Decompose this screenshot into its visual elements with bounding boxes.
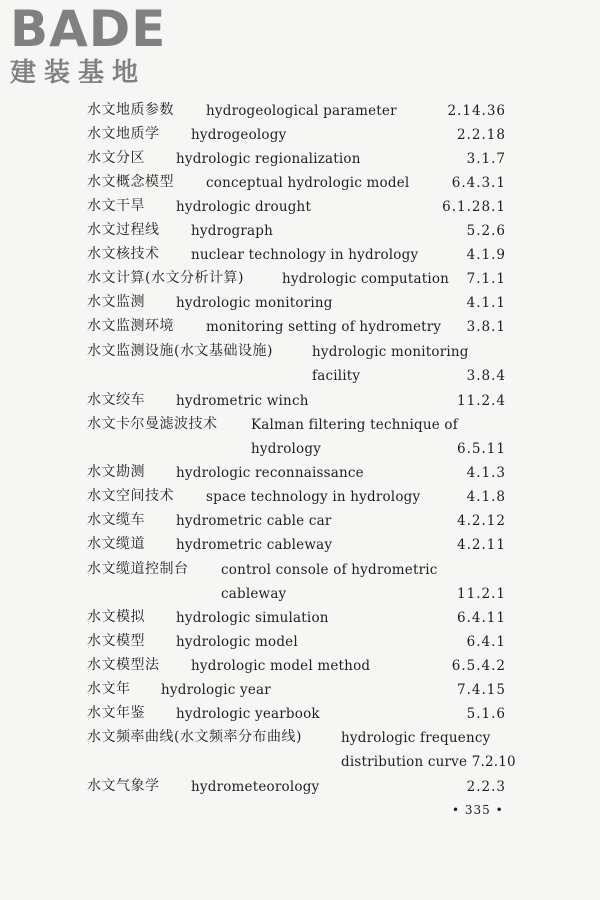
entry-section-number: 4.1.8 (466, 489, 506, 505)
entry-section-number: 3.8.1 (466, 319, 506, 335)
glossary-entry (0, 292, 600, 314)
entry-chinese-term: 水文概念模型 (87, 174, 174, 190)
entry-section-number: 3.1.7 (466, 151, 506, 167)
glossary-entry (0, 486, 600, 508)
entry-chinese-term: 水文分区 (87, 150, 145, 166)
entry-english-term: hydrologic regionalization (176, 151, 361, 167)
entry-section-number: 7.1.1 (466, 271, 506, 287)
entry-chinese-term: 水文监测 (87, 294, 145, 310)
entry-section-number: 7.4.15 (457, 682, 506, 698)
entry-chinese-term: 水文地质参数 (87, 102, 174, 118)
logo-wordmark: BADE (10, 0, 167, 58)
glossary-entry (0, 341, 600, 384)
entry-chinese-term: 水文气象学 (87, 778, 160, 794)
entry-english-term: hydrologic monitoring (312, 344, 469, 360)
entry-section-number: 4.2.11 (457, 537, 506, 553)
glossary-entry (0, 390, 600, 412)
entry-english-term: hydrologic model (176, 634, 298, 650)
entry-chinese-term: 水文缆道控制台 (87, 561, 189, 577)
entry-section-number: 6.4.11 (457, 610, 506, 626)
glossary-entry (0, 510, 600, 532)
entry-english-term-continued: distribution curve 7.2.10 (341, 754, 516, 770)
glossary-entry (0, 172, 600, 194)
entry-section-number: 5.2.6 (466, 223, 506, 239)
glossary-entry (0, 196, 600, 218)
entry-chinese-term: 水文过程线 (87, 222, 160, 238)
entry-chinese-term: 水文计算(水文分析计算) (87, 270, 244, 286)
glossary-entry (0, 124, 600, 146)
entry-english-term: hydrogeological parameter (206, 103, 397, 119)
entry-section-number: 6.4.3.1 (451, 175, 506, 191)
entry-chinese-term: 水文监测环境 (87, 318, 174, 334)
entry-english-term: Kalman filtering technique of (251, 417, 458, 433)
entry-english-term: hydrologic simulation (176, 610, 329, 626)
entry-chinese-term: 水文空间技术 (87, 488, 174, 504)
glossary-entry (0, 462, 600, 484)
entry-section-number: 4.2.12 (457, 513, 506, 529)
logo-subtitle: 建装基地 (10, 58, 147, 88)
glossary-entry (0, 268, 600, 290)
entry-section-number: 6.4.1 (466, 634, 506, 650)
glossary-entry (0, 679, 600, 701)
entry-english-term: hydrologic yearbook (176, 706, 320, 722)
glossary-entry (0, 703, 600, 725)
glossary-entry (0, 244, 600, 266)
entry-chinese-term: 水文卡尔曼滤波技术 (87, 416, 218, 432)
glossary-entry (0, 607, 600, 629)
entry-english-term: hydrograph (191, 223, 274, 239)
glossary-entry (0, 631, 600, 653)
entry-section-number: 3.8.4 (466, 368, 506, 384)
entry-english-term-continued: hydrology (251, 441, 322, 457)
glossary-entry (0, 727, 600, 770)
entry-chinese-term: 水文干旱 (87, 198, 145, 214)
entry-chinese-term: 水文模型 (87, 633, 145, 649)
entry-english-term-continued: cableway (221, 586, 287, 602)
glossary-entry (0, 776, 600, 798)
entry-section-number: 2.14.36 (447, 103, 506, 119)
page-number: • 335 • (452, 803, 504, 817)
entry-section-number: 5.1.6 (466, 706, 506, 722)
glossary-entry (0, 559, 600, 602)
entry-english-term: space technology in hydrology (206, 489, 421, 505)
entry-section-number: 6.1.28.1 (442, 199, 506, 215)
entry-english-term-continued: facility (312, 368, 361, 384)
entry-chinese-term: 水文核技术 (87, 246, 160, 262)
glossary-entry (0, 655, 600, 677)
glossary-entry (0, 414, 600, 457)
glossary-entry (0, 100, 600, 122)
entry-english-term: conceptual hydrologic model (206, 175, 410, 191)
entry-english-term: hydrologic computation (282, 271, 450, 287)
entry-english-term: hydrologic monitoring (176, 295, 333, 311)
glossary-entry (0, 220, 600, 242)
entry-chinese-term: 水文年鉴 (87, 705, 145, 721)
entry-english-term: hydrogeology (191, 127, 287, 143)
glossary-entry (0, 534, 600, 556)
entry-section-number: 2.2.3 (466, 779, 506, 795)
entry-english-term: hydrologic reconnaissance (176, 465, 364, 481)
entry-section-number: 4.1.1 (466, 295, 506, 311)
entry-english-term: control console of hydrometric (221, 562, 438, 578)
entry-english-term: hydrologic year (161, 682, 271, 698)
entry-chinese-term: 水文绞车 (87, 392, 145, 408)
entry-section-number: 11.2.4 (457, 393, 506, 409)
entry-section-number: 6.5.4.2 (451, 658, 506, 674)
entry-english-term: hydrologic model method (191, 658, 371, 674)
entry-chinese-term: 水文监测设施(水文基础设施) (87, 343, 273, 359)
entry-chinese-term: 水文年 (87, 681, 131, 697)
entry-english-term: monitoring setting of hydrometry (206, 319, 442, 335)
entry-chinese-term: 水文模型法 (87, 657, 160, 673)
entry-chinese-term: 水文模拟 (87, 609, 145, 625)
entry-chinese-term: 水文地质学 (87, 126, 160, 142)
glossary-entry (0, 148, 600, 170)
entry-english-term: nuclear technology in hydrology (191, 247, 419, 263)
entry-english-term: hydrologic drought (176, 199, 312, 215)
glossary-entry (0, 316, 600, 338)
entry-english-term: hydrometeorology (191, 779, 320, 795)
entry-chinese-term: 水文缆车 (87, 512, 145, 528)
entry-section-number: 11.2.1 (457, 586, 506, 602)
entry-section-number: 4.1.9 (466, 247, 506, 263)
entry-english-term: hydrometric cableway (176, 537, 333, 553)
entry-section-number: 6.5.11 (457, 441, 506, 457)
entry-english-term: hydrometric cable car (176, 513, 332, 529)
entry-section-number: 2.2.18 (457, 127, 506, 143)
entry-english-term: hydrometric winch (176, 393, 309, 409)
entry-chinese-term: 水文勘测 (87, 464, 145, 480)
entry-section-number: 4.1.3 (466, 465, 506, 481)
entry-chinese-term: 水文缆道 (87, 536, 145, 552)
entry-english-term: hydrologic frequency (341, 730, 491, 746)
entry-chinese-term: 水文频率曲线(水文频率分布曲线) (87, 729, 302, 745)
